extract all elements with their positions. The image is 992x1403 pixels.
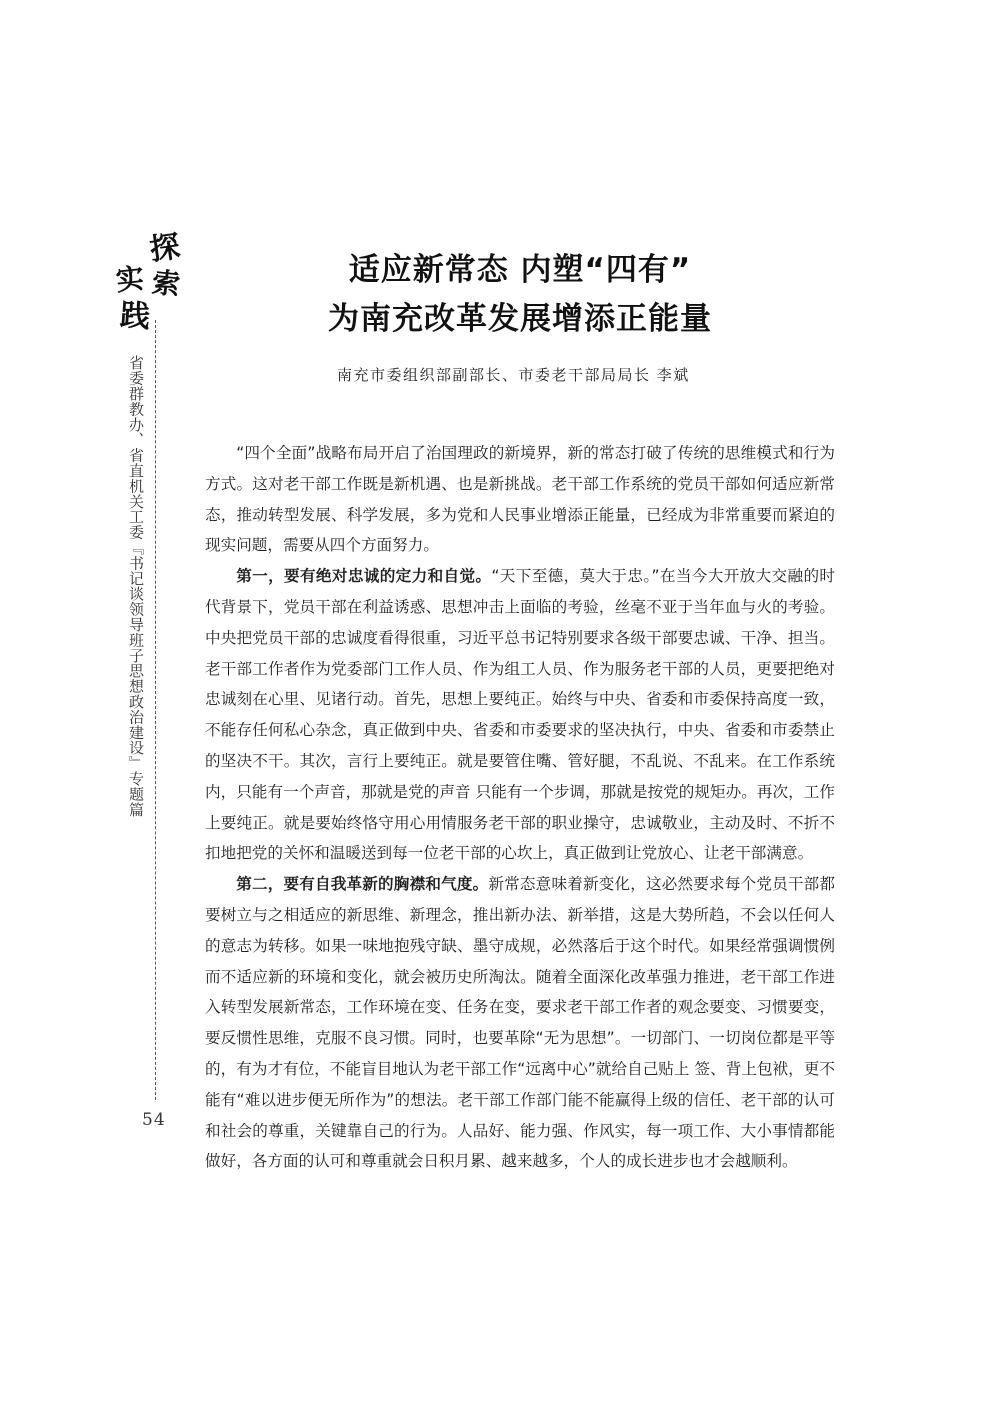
- logo-char-2: 索: [150, 265, 182, 302]
- logo-char-4: 践: [118, 297, 152, 336]
- paragraph-text: “天下至德，莫大于忠。”在当今大开放大交融的时代背景下，党员干部在利益诱惑、思想冲击上面临的考验，丝毫不亚于当年血与火的考验。中央把党员干部的忠诚度看得很重，习近平总书记特别要求各级干部要忠诚、干净、担当。老干部工作者作为党委部门工作人员、作为组工人员、作为服务老干部的人员，更要把绝对忠诚刻在心里、见诸行动。首先，思想上要纯正。始终与中央、省委和市委保持高度一致，不能存任何私心杂念，真正做到中央、省委和市委要求的坚决执行，中央、省委和市委禁止的坚决不干。其次，言行上要纯正。就是要管住嘴、管好腿，不乱说、不乱来。在工作系统内，只能有一个声音，那就是党的声音 只能有一个步调，那就是按党的规矩办。再次，工作上要纯正。就是要始终恪守用心用情服务老干部的职业操守，忠诚敬业，主动及时、不折不扣地把党的关怀和温暖送到每一位老干部的心坎上，真正做到让党放心、让老干部满意。: [205, 567, 835, 863]
- paragraph-intro: “四个全面”战略布局开启了治国理政的新境界，新的常态打破了传统的思维模式和行为方式。这对老干部工作既是新机遇、也是新挑战。老干部工作系统的党员干部如何适应新常态，推动转型发展、科学发展，多为党和人民事业增添正能量，已经成为非常重要而紧迫的现实问题，需要从四个方面努力。: [205, 444, 835, 555]
- logo-char-3: 实: [114, 261, 146, 298]
- logo-char-1: 探: [147, 229, 183, 268]
- article-title-line-2: 为南充改革发展增添正能量: [328, 301, 712, 337]
- page-number: 54: [142, 1110, 166, 1130]
- paragraph-first-point: [205, 561, 835, 869]
- column-divider: [155, 320, 156, 1100]
- article-author: 南充市委组织部副部长、市委老干部局局长 李斌: [337, 366, 690, 384]
- column-vertical-title: 省委群教办、省直机关工委『书记谈领导班子思想政治建设』专题篇: [127, 355, 145, 817]
- paragraph-lead: 第一，要有绝对忠诚的定力和自觉。: [236, 567, 492, 586]
- article-title-line-1: 适应新常态 内塑“四有”: [348, 252, 692, 288]
- column-logo: [112, 229, 184, 342]
- paragraph-lead: 第二，要有自我革新的胸襟和气度。: [236, 875, 489, 894]
- paragraph-second-point: [205, 869, 835, 1177]
- paragraph-text: 新常态意味着新变化，这必然要求每个党员干部都要树立与之相适应的新思维、新理念，推出新办法、新举措，这是大势所趋，不会以任何人的意志为转移。如果一味地抱残守缺、墨守成规，必然落后于这个时代。如果经常强调惯例而不适应新的环境和变化，就会被历史所淘汰。随着全面深化改革强力推进，老干部工作进入转型发展新常态，工作环境在变、任务在变，要求老干部工作者的观念要变、习惯要变，要反惯性思维，克服不良习惯。同时，也要革除“无为思想”。一切部门、一切岗位都是平等的，有为才有位，不能盲目地认为老干部工作“远离中心”就给自己贴上 签、背上包袱，更不能有“难以进步便无所作为”的想法。老干部工作部门能不能赢得上级的信任、老干部的认可和社会的尊重，关键靠自己的行为。人品好、能力强、作风实，每一项工作、大小事情都能做好，各方面的认可和尊重就会日积月累、越来越多，个人的成长进步也才会越顺利。: [205, 875, 835, 1171]
- article-body: [205, 438, 835, 1177]
